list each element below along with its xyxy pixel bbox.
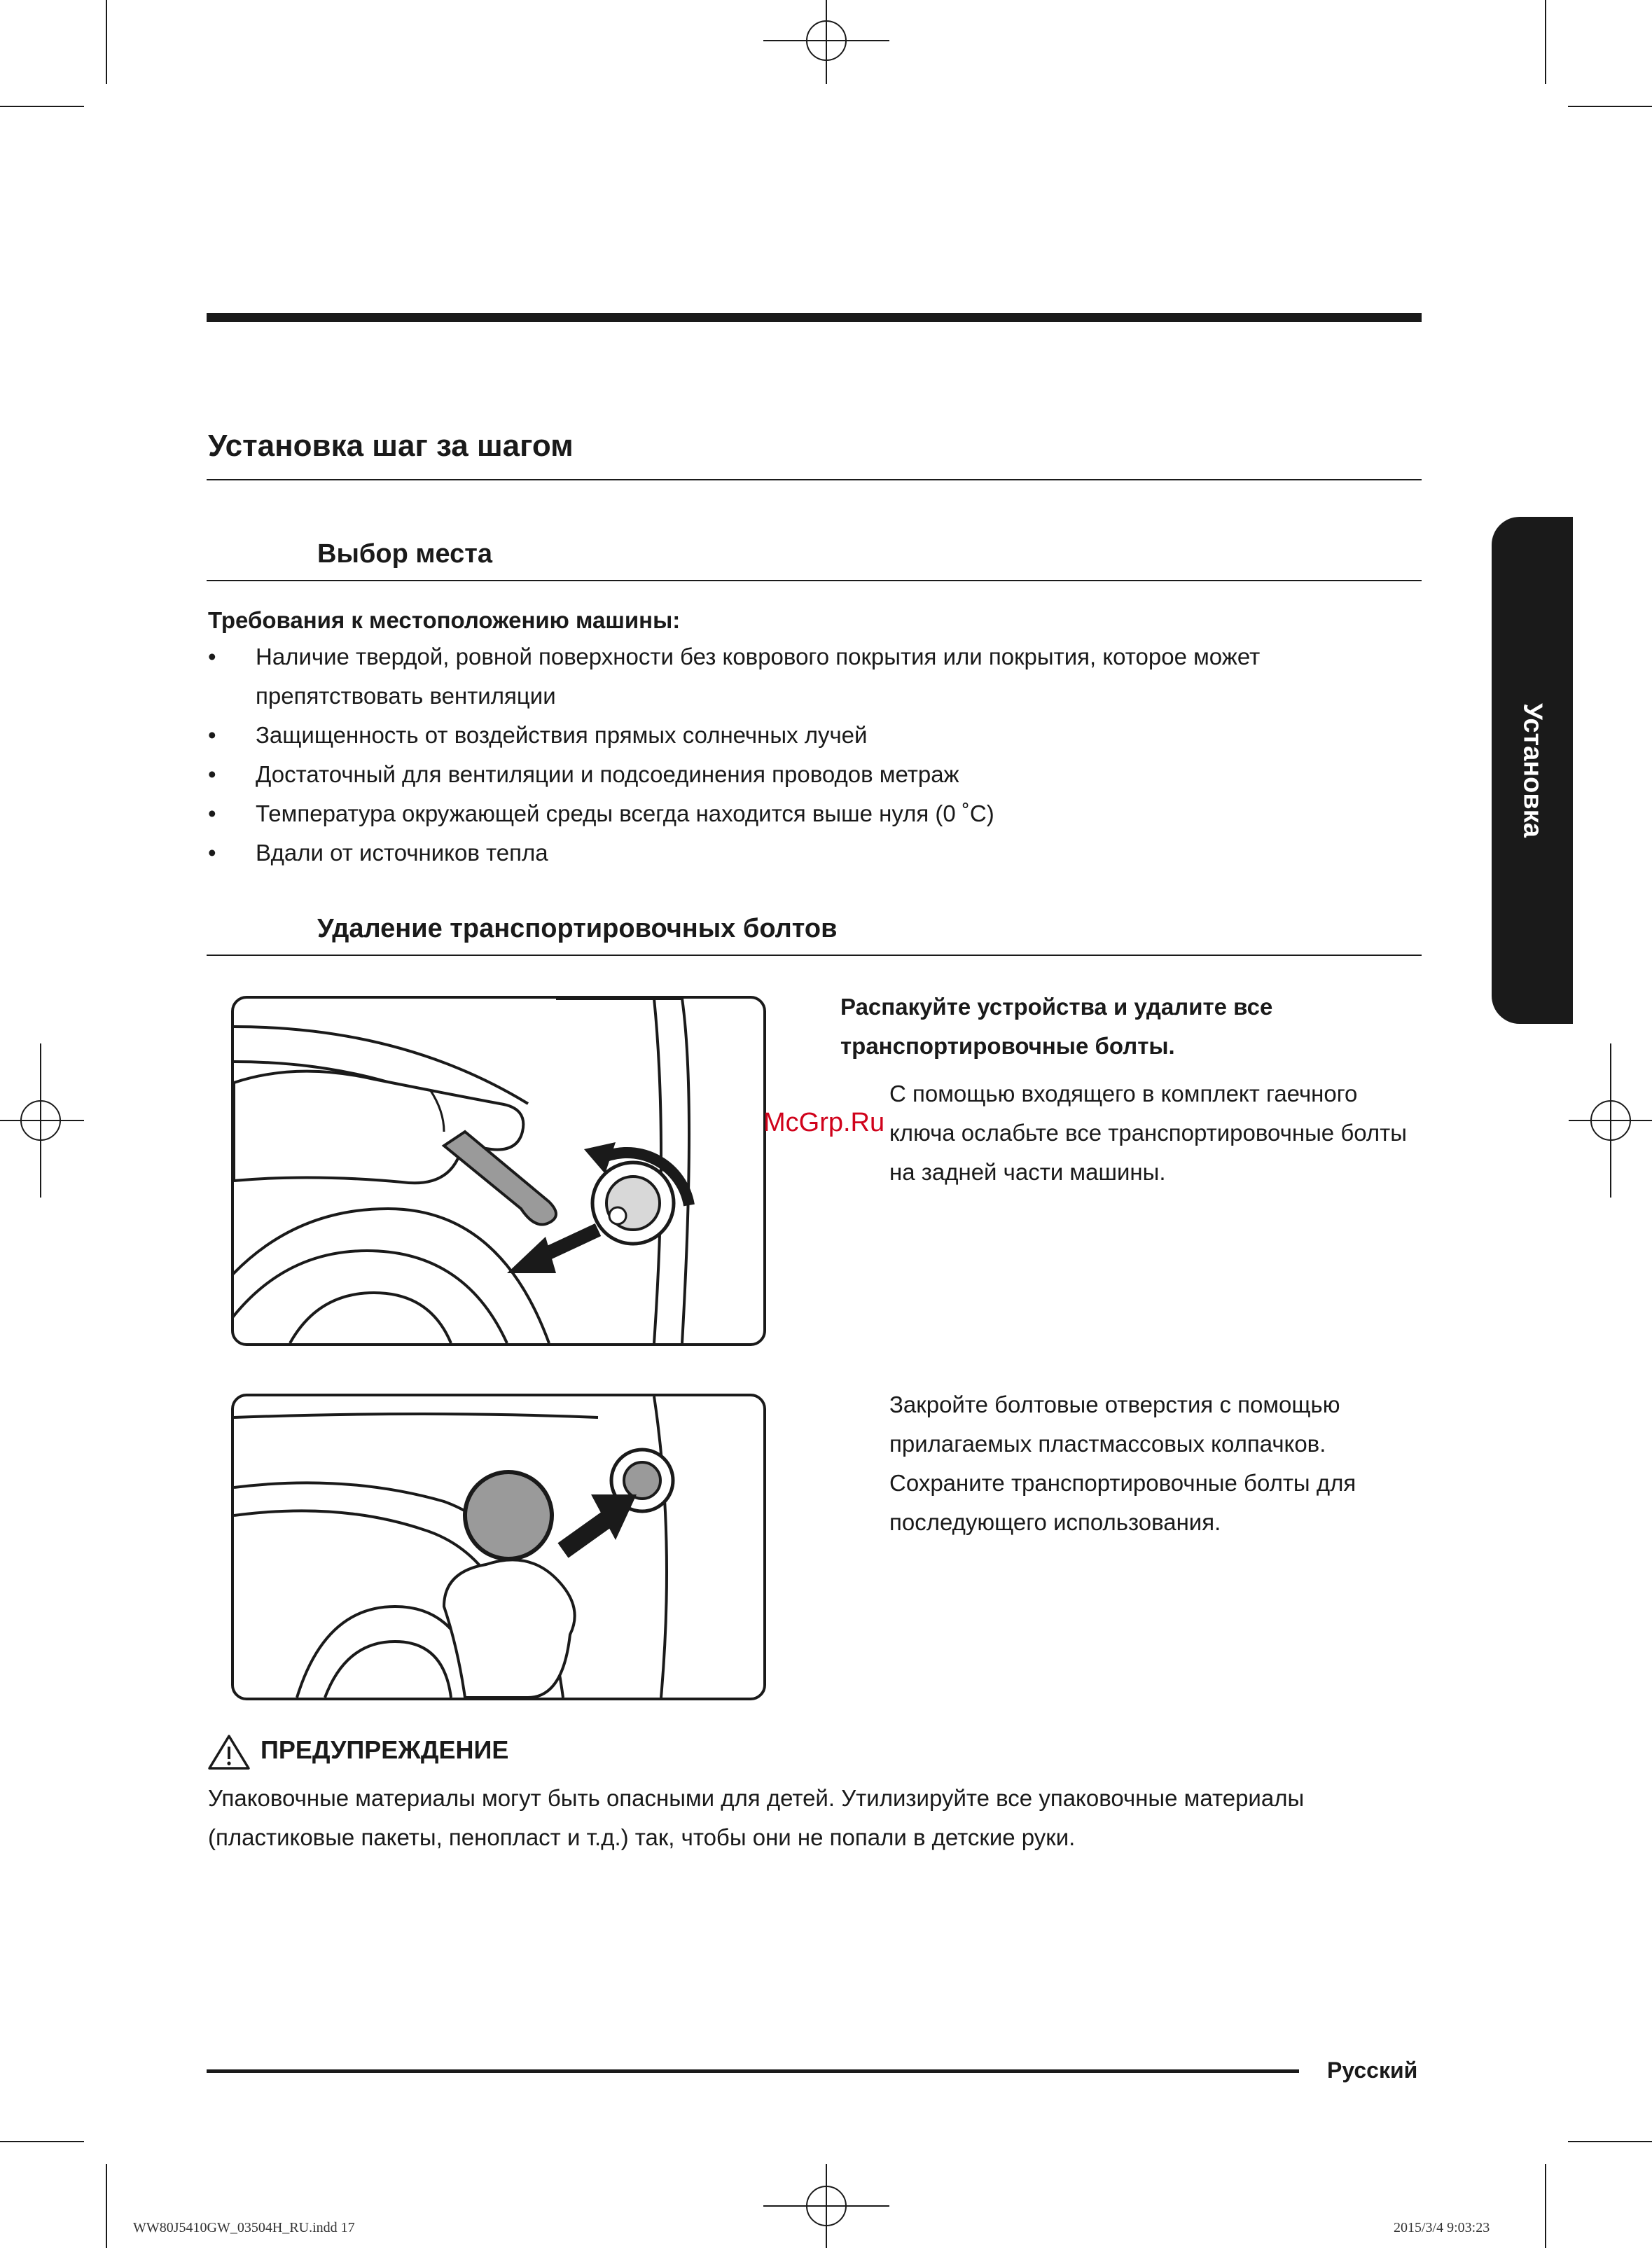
bolts-step-1: С помощью входящего в комплект гаечного ключа ослабьте все транспортировочные болты на задней части машины. <box>889 1081 1407 1185</box>
footer-language: Русский <box>1327 2058 1418 2083</box>
list-item: • Вдали от источников тепла <box>208 833 1398 873</box>
section-title-rule <box>207 479 1422 480</box>
requirements-list <box>208 637 1398 873</box>
requirements-title: Требования к местоположению машины: <box>208 607 681 633</box>
warning-text: Упаковочные материалы могут быть опасными для детей. Утилизируйте все упаковочные материалы (пластиковые пакеты, пенопласт и т.д.) так, чтобы они не попали в детские руки. <box>208 1785 1305 1850</box>
list-item: • Температура окружающей среды всегда находится выше нуля (0 ˚C) <box>208 794 1398 833</box>
list-item: • Защищенность от воздействия прямых солнечных лучей <box>208 716 1398 755</box>
list-item: • Достаточный для вентиляции и подсоединения проводов метраж <box>208 755 1398 794</box>
footer-rule <box>207 2069 1299 2073</box>
cap-insertion-illustration <box>231 1394 766 1700</box>
bullet-icon: • <box>208 800 216 826</box>
list-item: • Наличие твердой, ровной поверхности без коврового покрытия или покрытия, которое может препятствовать вентиляции <box>208 637 1398 716</box>
section-title: Установка шаг за шагом <box>208 429 574 463</box>
bullet-icon: • <box>208 722 216 748</box>
print-date-imprint: 2015/3/4 9:03:23 <box>1394 2220 1490 2235</box>
bullet-icon: • <box>208 644 216 669</box>
bullet-icon: • <box>208 840 216 866</box>
site-heading-rule <box>207 580 1422 581</box>
chapter-side-tab <box>1492 517 1573 1024</box>
warning-triangle-icon <box>207 1734 251 1770</box>
bolts-heading-rule <box>207 955 1422 956</box>
bolts-intro: Распакуйте устройства и удалите все транспортировочные болты. <box>840 994 1273 1059</box>
site-heading: Выбор места <box>317 539 492 569</box>
bolts-step-2: Закройте болтовые отверстия с помощью прилагаемых пластмассовых колпачков. Сохраните транспортировочные болты для последующего использования. <box>889 1392 1356 1535</box>
wrench-loosening-bolt-illustration <box>231 996 766 1346</box>
top-heavy-rule <box>207 313 1422 322</box>
print-file-imprint: WW80J5410GW_03504H_RU.indd 17 <box>133 2220 355 2235</box>
bullet-icon: • <box>208 761 216 787</box>
watermark: McGrp.Ru <box>763 1108 885 1137</box>
warning-title: ПРЕДУПРЕЖДЕНИЕ <box>261 1735 509 1764</box>
side-tab-label: Установка <box>1518 703 1548 838</box>
bolts-heading: Удаление транспортировочных болтов <box>317 914 838 943</box>
